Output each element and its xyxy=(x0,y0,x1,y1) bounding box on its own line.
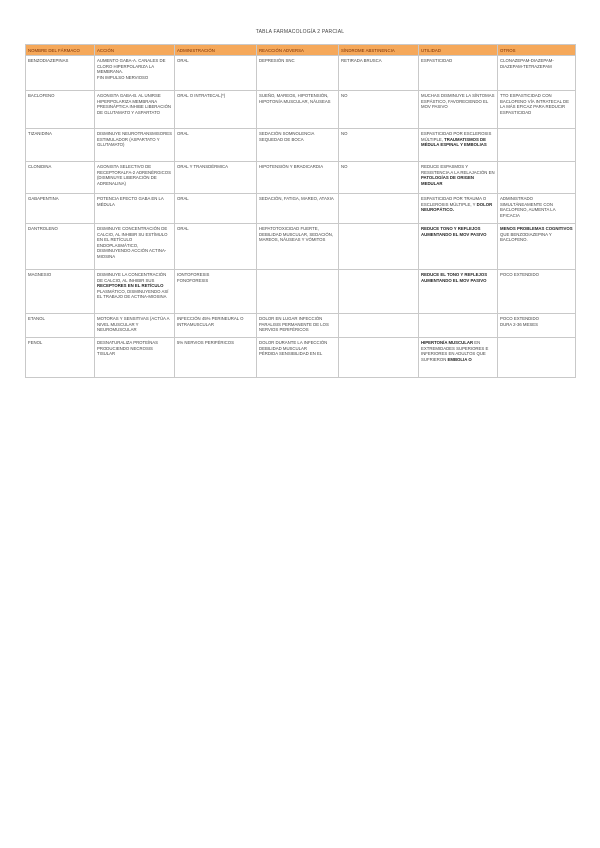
administration-cell xyxy=(175,162,257,194)
action-cell-text: FIN IMPULSO NERVIOSO xyxy=(97,74,149,80)
table-header-row xyxy=(26,45,576,56)
adverse-reaction-cell-text: HEPATOTOXICIDAD FUERTE, DEBILIDAD MUSCULAR, SEDACIÓN, MAREOS, NÁUSEAS Y VÓMITOS xyxy=(259,226,334,243)
drug-name-cell xyxy=(26,270,95,314)
others-cell xyxy=(498,162,576,194)
action-cell xyxy=(95,270,175,314)
adverse-reaction-cell-text: DEPRESIÓN SNC xyxy=(259,58,295,63)
others-cell xyxy=(498,270,576,314)
table-row xyxy=(26,270,576,314)
table-row xyxy=(26,338,576,378)
drug-name-cell-text: MAGNESIO xyxy=(28,272,52,277)
pharmacology-table xyxy=(25,44,576,378)
administration-cell-text: ORAL O INTRATECAL(*) xyxy=(177,93,226,98)
action-cell xyxy=(95,338,175,378)
document-title: TABLA FARMACOLOGÍA 2 PARCIAL xyxy=(255,29,345,35)
others-cell xyxy=(498,314,576,338)
drug-name-cell xyxy=(26,91,95,129)
table-row xyxy=(26,194,576,224)
column-header-action: ACCIÓN xyxy=(95,45,175,56)
column-header-others: OTROS xyxy=(498,45,576,56)
table-row xyxy=(26,162,576,194)
adverse-reaction-cell-text: DOLOR DURANTE LA INFECCIÓN xyxy=(259,340,328,345)
action-cell-text: AGONISTA GABA-B. AL UNIRSE HIPERPOLARIZA MEMBRANA PRESINÁPTICA INHIBE LIBERACIÓN DE GLUTAMATO Y ASPARTATO xyxy=(97,93,172,115)
adverse-reaction-cell xyxy=(257,338,339,378)
administration-cell-text: ORAL xyxy=(177,131,189,136)
utility-cell-text: EN EXTREMIDADES SUPERIORES E INFERIORES EN ADULTOS QUE SUFRIERON xyxy=(421,340,489,362)
table-row xyxy=(26,224,576,270)
table-row xyxy=(26,91,576,129)
adverse-reaction-cell xyxy=(257,91,339,129)
utility-cell xyxy=(419,194,498,224)
drug-name-cell xyxy=(26,194,95,224)
adverse-reaction-cell xyxy=(257,194,339,224)
adverse-reaction-cell xyxy=(257,314,339,338)
drug-name-cell xyxy=(26,224,95,270)
administration-cell xyxy=(175,91,257,129)
utility-cell-text: MUCHAS DISMINUYE LA SÍNTOMAS ESPÁSTICO, FAVORECIENDO EL MOV PASIVO xyxy=(421,93,495,110)
utility-cell-text: TRAUMATISMOS DE MÉDULA ESPINAL Y EMBOLIAS xyxy=(421,136,487,148)
action-cell xyxy=(95,91,175,129)
adverse-reaction-cell-text: DOLOR EN LUGAR INFECCIÓN PARALISIS PERMANENTE DE LOS NERVIOS PERIFÉRICOS xyxy=(259,316,329,333)
withdrawal-cell-text: NO xyxy=(341,131,348,136)
others-cell-text: ADMINISTRADO SIMULTÁNEAMENTE CON BACLOFENO, AUMENTA LA EFICACIA xyxy=(500,196,556,218)
table-body xyxy=(26,56,576,378)
administration-cell xyxy=(175,129,257,162)
utility-cell-text: PATOLOGÍAS DE ORIGEN MEDULAR xyxy=(421,175,474,186)
withdrawal-cell xyxy=(339,314,419,338)
adverse-reaction-cell xyxy=(257,129,339,162)
column-header-utility: UTILIDAD xyxy=(419,45,498,56)
action-cell-text: RECEPTORES EN EL RETÍCULO xyxy=(97,283,164,289)
utility-cell-text: REDUCE EL TONO Y REFLEJOS AUMENTANDO EL MOV PASIVO xyxy=(421,272,488,283)
action-cell xyxy=(95,162,175,194)
action-cell xyxy=(95,56,175,91)
utility-cell-text: REDUCE TONO Y REFLEJOS AUMENTANDO EL MOV PASIVO xyxy=(421,226,487,237)
others-cell xyxy=(498,56,576,91)
drug-name-cell xyxy=(26,56,95,91)
administration-cell xyxy=(175,270,257,314)
adverse-reaction-cell-text: PÉRDIDA SENSIBILIDAD EN EL xyxy=(259,351,323,357)
administration-cell-text: IONTOFORESIS xyxy=(177,272,210,277)
utility-cell xyxy=(419,338,498,378)
others-cell xyxy=(498,338,576,378)
column-header-withdrawal: SÍNDROME ABSTINENCIA xyxy=(339,45,419,56)
withdrawal-cell xyxy=(339,56,419,91)
drug-name-cell xyxy=(26,162,95,194)
adverse-reaction-cell-text: SEDACIÓN, FATIGA, MAREO, ATAXIA xyxy=(259,196,334,201)
administration-cell xyxy=(175,224,257,270)
adverse-reaction-cell-text: HIPOTENSIÓN Y BRADICARDIA xyxy=(259,164,324,169)
others-cell xyxy=(498,129,576,162)
withdrawal-cell-text: RETIRADA BRUSCA xyxy=(341,58,382,63)
adverse-reaction-cell-text: SUEÑO, MAREOS, HIPOTENSIÓN, HIPOTONÍA MUSCULAR, NÁUSEAS xyxy=(259,93,331,104)
others-cell-text: CLONAZEPAM-DIAZEPAM-DIAZEPAM-TETRAZEPAM xyxy=(500,58,554,69)
drug-name-cell xyxy=(26,129,95,162)
withdrawal-cell xyxy=(339,270,419,314)
others-cell-text: POCO EXTENDIDO xyxy=(500,316,539,321)
drug-name-cell-text: CLONIDINA xyxy=(28,164,52,169)
action-cell xyxy=(95,314,175,338)
withdrawal-cell xyxy=(339,194,419,224)
adverse-reaction-cell xyxy=(257,162,339,194)
utility-cell-text: ESPASTICIDAD POR ESCLEROSIS MÚLTIPLE, xyxy=(421,131,492,142)
others-cell xyxy=(498,194,576,224)
drug-name-cell xyxy=(26,338,95,378)
column-header-administration: ADMINISTRACIÓN xyxy=(175,45,257,56)
action-cell-text: AUMENTO GABA-A. CANALES DE CLORO HIPERPOLARIZA LA MEMBRANA. xyxy=(97,58,166,75)
adverse-reaction-cell xyxy=(257,56,339,91)
administration-cell-text: 5% NERVIOS PERIFÉRICOS xyxy=(177,340,234,345)
drug-name-cell xyxy=(26,314,95,338)
table-row xyxy=(26,314,576,338)
administration-cell xyxy=(175,56,257,91)
utility-cell-text: ESPASTICIDAD xyxy=(421,58,453,63)
withdrawal-cell xyxy=(339,224,419,270)
utility-cell xyxy=(419,56,498,91)
utility-cell xyxy=(419,224,498,270)
drug-name-cell-text: BACLOFENO xyxy=(28,93,55,98)
administration-cell-text: ORAL xyxy=(177,58,189,63)
adverse-reaction-cell xyxy=(257,270,339,314)
action-cell-text: AGONISTA SELECTIVO DE RECEPTORALFA-2 ADRENÉRGICOS (DISMINUYE LIBERACIÓN DE ADRENALINA) xyxy=(97,164,171,186)
action-cell xyxy=(95,194,175,224)
action-cell xyxy=(95,129,175,162)
adverse-reaction-cell-text: SEDACIÓN SOMNOLENCIA SEQUEDAD DE BOCA xyxy=(259,131,315,142)
action-cell-text: DISMINUYE NEUROTRANSMISORES ESTIMULADOR (ASPARTATO Y GLUTAMATO) xyxy=(97,131,172,148)
withdrawal-cell xyxy=(339,162,419,194)
table-row xyxy=(26,56,576,91)
action-cell xyxy=(95,224,175,270)
administration-cell-text: ORAL xyxy=(177,226,189,231)
administration-cell xyxy=(175,194,257,224)
administration-cell-text: ORAL Y TRANSDÉRMICA xyxy=(177,164,228,169)
action-cell-text: PLASMÁTICO, DISMINUYENDO ASÍ EL TRABAJO DE ACTINA-MIOSINA xyxy=(97,288,169,300)
drug-name-cell-text: TIZANIDINA xyxy=(28,131,52,136)
action-cell-text: DISMINUYE CONCENTRACIÓN DE CALCIO, AL INHIBIR SU ESTÍMULO EN EL RETÍCULO ENDOPLASMÁTICO, DISMINUYENDO ACCIÓN ACTINA-MIOSINA xyxy=(97,226,168,259)
utility-cell-text: ESPASTICIDAD POR TRAUMA O ESCLEROSIS MÚLTIPLE, Y xyxy=(421,196,487,207)
administration-cell-text: ORAL xyxy=(177,196,189,201)
others-cell-text: MENOS PROBLEMAS COGNITIVOS xyxy=(500,226,573,231)
withdrawal-cell-text: NO xyxy=(341,164,348,169)
drug-name-cell-text: BENZODIAZEPINAS xyxy=(28,58,69,63)
table-row xyxy=(26,129,576,162)
administration-cell xyxy=(175,314,257,338)
utility-cell xyxy=(419,270,498,314)
administration-cell xyxy=(175,338,257,378)
drug-name-cell-text: ETANOL xyxy=(28,316,45,321)
others-cell-text: TTO ESPASTICIDAD CON BACLOFENO VÍA INTRATECAL DE LA MÁS EFICAZ PARA REDUCIR ESPASTICIDAD xyxy=(500,93,570,115)
drug-name-cell-text: FENOL xyxy=(28,340,43,345)
adverse-reaction-cell-text: DEBILIDAD MUSCULAR xyxy=(259,345,307,351)
administration-cell-text: INFECCIÓN 45% PERINEURAL O INTRAMUSCULAR xyxy=(177,316,244,327)
utility-cell xyxy=(419,162,498,194)
action-cell-text: MOTORAS Y SENSITIVAS (ACTÚA A NIVEL MUSCULAR Y NEUROMUSCULAR xyxy=(97,316,170,333)
action-cell-text: DISMINUYE LA CONCENTRACIÓN DE CALCIO, AL INHIBIR SUS xyxy=(97,272,167,283)
others-cell-text: DURA 2-36 MESES xyxy=(500,321,538,327)
withdrawal-cell xyxy=(339,338,419,378)
utility-cell-text: EMBOLIA O xyxy=(447,356,472,362)
adverse-reaction-cell xyxy=(257,224,339,270)
others-cell-text: POCO EXTENDIDO xyxy=(500,272,539,277)
others-cell xyxy=(498,224,576,270)
utility-cell-text: REDUCE ESPASMOS Y RESISTENCIA A LA RELAJACIÓN EN xyxy=(421,164,495,175)
utility-cell xyxy=(419,314,498,338)
utility-cell xyxy=(419,129,498,162)
utility-cell xyxy=(419,91,498,129)
action-cell-text: DESNATURALIZA PROTEÍNAS PRODUCIENDO NECROSIS TISULAR xyxy=(97,340,159,357)
utility-cell-text: DOLOR NEUROPÁTICO. xyxy=(421,201,493,213)
others-cell xyxy=(498,91,576,129)
utility-cell-text: HIPERTONÍA MUSCULAR xyxy=(421,340,474,345)
others-cell-text: QUE BENZODIAZEPINA Y BACLOFENO. xyxy=(500,231,552,243)
administration-cell-text: FONOFORESIS xyxy=(177,277,209,283)
action-cell-text: POTENCIA EFECTO GABA EN LA MÉDULA xyxy=(97,196,164,207)
drug-name-cell-text: DANTROLENO xyxy=(28,226,58,231)
drug-name-cell-text: GABAPENTINA xyxy=(28,196,59,201)
column-header-drug-name: NOMBRE DEL FÁRMACO xyxy=(26,45,95,56)
withdrawal-cell-text: NO xyxy=(341,93,348,98)
withdrawal-cell xyxy=(339,129,419,162)
withdrawal-cell xyxy=(339,91,419,129)
column-header-adverse-reaction: REACCIÓN ADVERSA xyxy=(257,45,339,56)
